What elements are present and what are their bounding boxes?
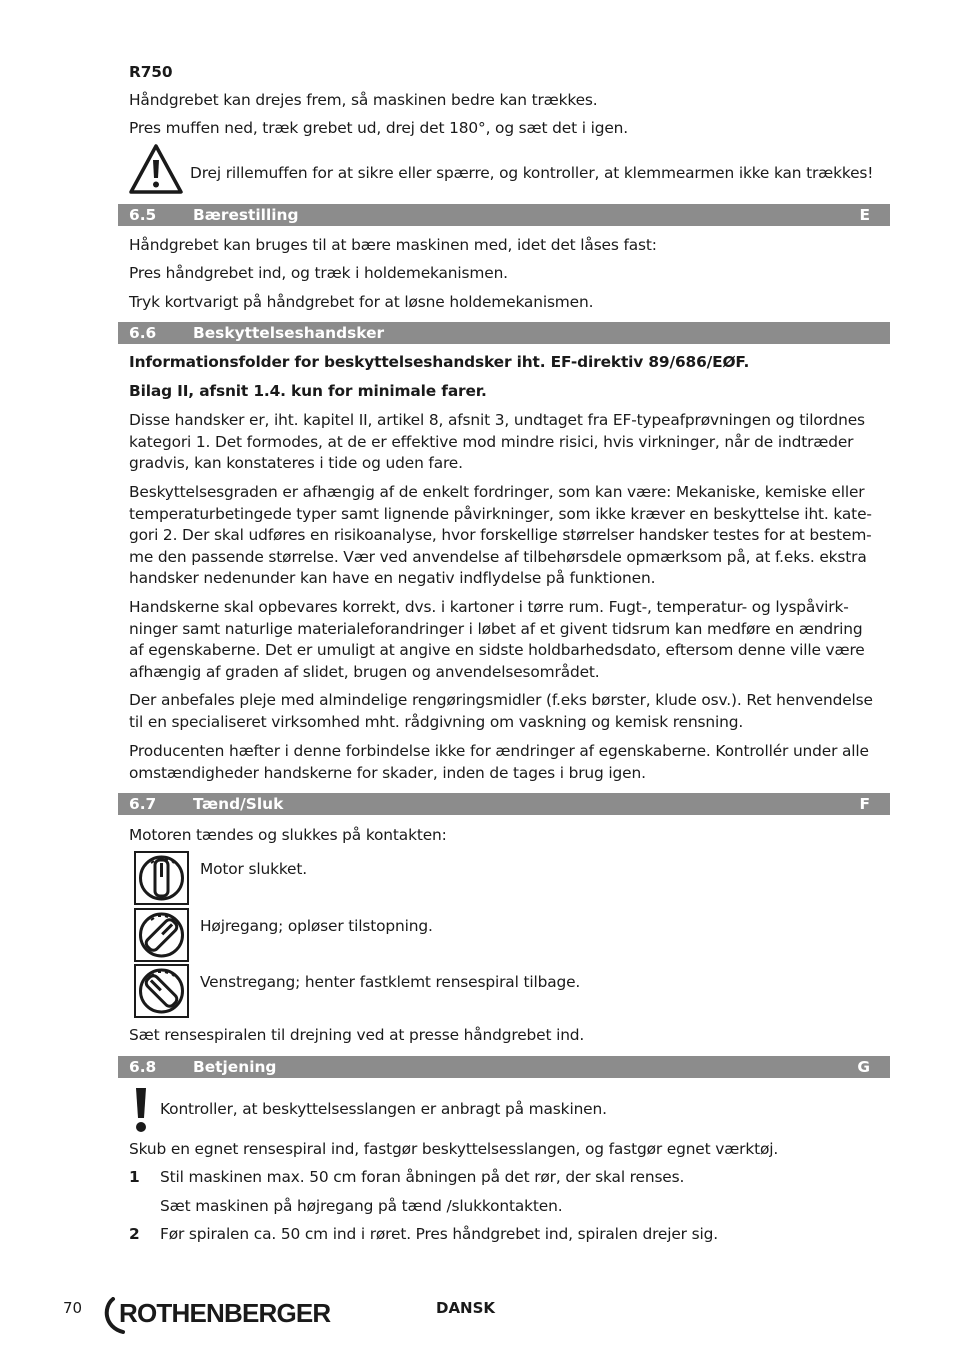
text-line: af egenskaberne. Det er umuligt at angive en sidste holdbarhedsdato, eftersom denne ville være	[129, 641, 865, 660]
text-line: gori 2. Der skal udføres en risikoanalyse, hvor forskellige størrelser handsker testes for at bestem-	[129, 526, 872, 545]
text-line: temperaturbetingede typer samt lignende påvirkninger, som ikke kræver en beskyttelse iht. kate-	[129, 504, 872, 523]
page-number: 70	[63, 1299, 83, 1317]
text-line: kategori 1. Det formodes, at de er effektive mod mindre risici, hvis virkninger, når de indtræder	[129, 432, 854, 451]
section-number: 6.6	[129, 324, 157, 342]
switch-label: Venstregang; henter fastklemt rensespiral tilbage.	[200, 973, 581, 991]
paragraph-block	[129, 410, 890, 475]
paragraph: Tryk kortvarigt på håndgrebet for at løsne holdemekanismen.	[129, 293, 594, 311]
paragraph: Håndgrebet kan drejes frem, så maskinen bedre kan trækkes.	[129, 91, 598, 109]
text-line: ninger samt naturlige materialeforandringer i løbet af et givent tidsrum kan medføre en ændring	[129, 619, 863, 638]
section-title: Betjening	[193, 1058, 277, 1076]
section-title: Beskyttelseshandsker	[193, 324, 385, 342]
paragraph: Sæt rensespiralen til drejning ved at presse håndgrebet ind.	[129, 1026, 585, 1044]
text-line: me den passende størrelse. Vær ved anvendelse af tilbehørsdele opmærksom på, at f.eks. ekstra	[129, 547, 867, 566]
text-line: til en specialiseret virksomhed mht. rådgivning om vaskning og kemisk rensning.	[129, 712, 744, 731]
step-number: 2	[129, 1225, 140, 1243]
text-line: omstændigheder handskerne for skader, inden de tages i brug igen.	[129, 763, 646, 782]
paragraph-block	[129, 597, 890, 683]
switch-off-icon	[134, 851, 189, 905]
text-line: Handskerne skal opbevares korrekt, dvs. i kartoner i tørre rum. Fugt-, temperatur- og lyspåvirk-	[129, 598, 849, 616]
step-text: Før spiralen ca. 50 cm ind i røret. Pres håndgrebet ind, spiralen drejer sig.	[160, 1225, 718, 1243]
step-text: Stil maskinen max. 50 cm foran åbningen på det rør, der skal renses.	[160, 1168, 685, 1186]
step-text: Sæt maskinen på højregang på tænd /slukkontakten.	[160, 1197, 563, 1215]
paragraph: Håndgrebet kan bruges til at bære maskinen med, idet det låses fast:	[129, 236, 657, 254]
paragraph: Pres håndgrebet ind, og træk i holdemekanismen.	[129, 264, 508, 282]
switch-right-icon	[134, 908, 189, 962]
warning-text: Drej rillemuffen for at sikre eller spærre, og kontroller, at klemmearmen ikke kan trækkes!	[190, 164, 874, 182]
bold-paragraph: Bilag II, afsnit 1.4. kun for minimale farer.	[129, 382, 487, 400]
section-heading-6-8	[118, 1056, 890, 1078]
paragraph: Motoren tændes og slukkes på kontakten:	[129, 826, 447, 844]
section-title: Bærestilling	[193, 206, 299, 224]
paragraph-block	[129, 690, 890, 733]
section-number: 6.5	[129, 206, 157, 224]
paragraph: Pres muffen ned, træk grebet ud, drej det 180°, og sæt det i igen.	[129, 119, 628, 137]
switch-label: Højregang; opløser tilstopning.	[200, 917, 433, 935]
text-line: Disse handsker er, iht. kapitel II, artikel 8, afsnit 3, undtaget fra EF-typeafprøvningen og tilordnes	[129, 411, 865, 429]
text-line: gradvis, kan konstateres i tide og uden fare.	[129, 454, 463, 473]
warning-triangle-icon	[128, 143, 184, 195]
brand-name: ROTHENBERGER	[119, 1298, 331, 1328]
figure-letter: E	[859, 206, 870, 224]
switch-label: Motor slukket.	[200, 860, 307, 878]
step-number: 1	[129, 1168, 140, 1186]
paragraph-block	[129, 482, 890, 590]
text-line: Producenten hæfter i denne forbindelse ikke for ændringer af egenskaberne. Kontrollér under alle	[129, 742, 869, 760]
language-label: DANSK	[436, 1299, 496, 1317]
section-heading-6-7	[118, 793, 890, 815]
figure-letter: F	[859, 795, 870, 813]
text-line: handsker nedenunder kan have en negativ indflydelse på funktionen.	[129, 569, 656, 588]
figure-letter: G	[857, 1058, 870, 1076]
paragraph: Skub en egnet rensespiral ind, fastgør beskyttelsesslangen, og fastgør egnet værktøj.	[129, 1140, 779, 1158]
section-heading-6-6	[118, 322, 890, 344]
exclamation-icon	[133, 1086, 149, 1134]
section-number: 6.7	[129, 795, 157, 813]
model-heading: R750	[129, 63, 173, 81]
paragraph-block	[129, 741, 890, 784]
notice-text: Kontroller, at beskyttelsesslangen er anbragt på maskinen.	[160, 1100, 607, 1118]
switch-left-icon	[134, 964, 189, 1018]
text-line: Der anbefales pleje med almindelige rengøringsmidler (f.eks børster, klude osv.). Ret henvendelse	[129, 691, 873, 709]
bold-paragraph: Informationsfolder for beskyttelseshandsker iht. EF-direktiv 89/686/EØF.	[129, 353, 750, 371]
section-heading-6-5	[118, 204, 890, 226]
text-line: Beskyttelsesgraden er afhængig af de enkelt fordringer, som kan være: Mekaniske, kemiske eller	[129, 483, 865, 501]
text-line: afhængig af graden af slidet, brugen og anvendelsesområdet.	[129, 662, 600, 681]
section-number: 6.8	[129, 1058, 157, 1076]
section-title: Tænd/Sluk	[193, 795, 284, 813]
